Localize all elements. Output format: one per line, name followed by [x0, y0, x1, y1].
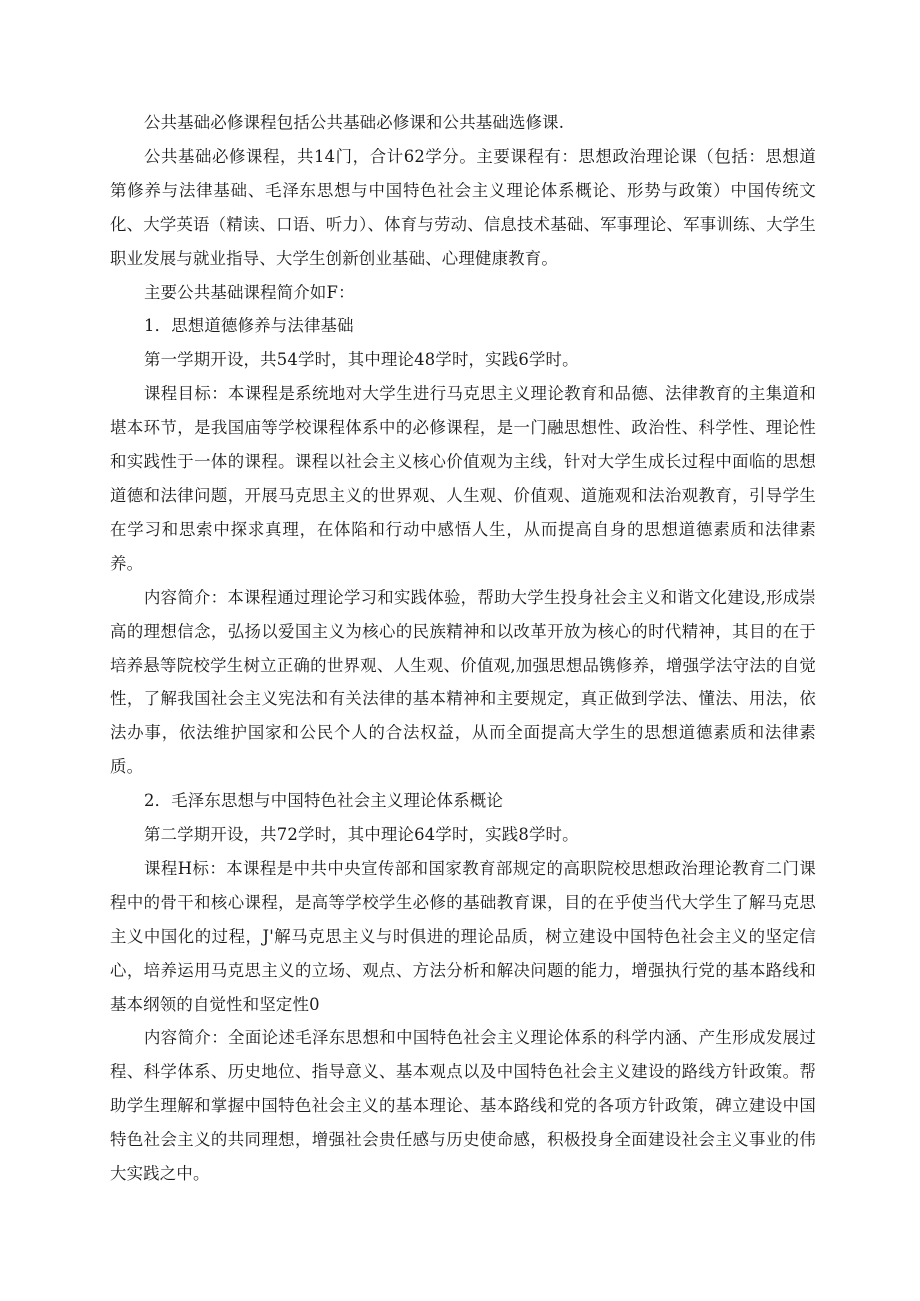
paragraph-schedule-2: 第二学期开设，共72学时，其中理论64学时，实践8学时。: [144, 825, 579, 845]
section-heading-2: 2．毛泽东思想与中国特色社会主义理论体系概论: [144, 791, 504, 811]
document-body: [110, 106, 816, 1191]
paragraph-course-list-heading: 主要公共基础课程简介如F：: [144, 282, 355, 302]
paragraph-objective-2: 课程H标：本课程是中共中央宣传部和国家教育部规定的高职院校思想政治理论教育二门课程中的骨干和核心课程，是高等学校学生必修的基础教育课，目的在乎使当代大学生了解马克思主义中国化的过程，J'解马克思主义与时俱进的理论品质，树立建设中国特色社会主义的坚定信心，培养运用马克思主义的立场、观点、方法分析和解决问题的能力，增强执行党的基本路线和基本纲领的自觉性和坚定性0: [110, 858, 816, 1014]
paragraph-content-1: 内容简介：本课程通过理论学习和实践体验，帮助大学生投身社会主义和谐文化建设,形成崇高的理想信念，弘扬以爱国主义为核心的民族精神和以改革开放为核心的时代精神，其目的在于培养悬等院校学生树立正确的世界观、人生观、价值观,加强思想品镌修养，增强学法守法的自觉性，了解我国社会主义宪法和有关法律的基本精神和主要规定，真正做到学法、懂法、用法，依法办事，依法维护国家和公民个人的合法权益，从而全面提高大学生的思想道德素质和法律素质。: [110, 587, 816, 777]
paragraph-schedule-1: 第一学期开设，共54学时，其中理论48学时，实践6学时。: [144, 350, 579, 370]
paragraph-objective-1: 课程目标：本课程是系统地对大学生进行马克思主义理论教育和品德、法律教育的主集道和堪本环节，是我国庙等学校课程体系中的必修课程，是一门融思想性、政治性、科学性、理论性和实践性于一体的课程。课程以社会主义核心价值观为主线，针对大学生成长过程中面临的思想道德和法律问题，开展马克思主义的世界观、人生观、价值观、道施观和法治观教育，引导学生在学习和思索中探求真理，在体陷和行动中感悟人生，从而提高自身的思想道德素质和法律素养。: [110, 384, 816, 573]
paragraph-content-2: 内容简介：全面论述毛泽东思想和中国特色社会主义理论体系的科学内涵、产生形成发展过程、科学体系、历史地位、指导意义、基本观点以及中国特色社会主义建设的路线方针政策。帮助学生理解和掌握中国特色社会主义的基本理论、基本路线和党的各项方针政策，碑立建设中国特色社会主义的共同理想，增强社会贵任感与历史使命感，积极投身全面建设社会主义事业的伟大实践之中。: [110, 1028, 816, 1184]
paragraph-course-overview: 公共基础必修课程，共14门，合计62学分。主要课程有：思想政治理论课（包括：思想道第修养与法律基础、毛泽东思想与中国特色社会主义理论体系概论、形势与政策）中国传统文化、大学英语（精读、口语、听力）、体育与劳动、信息技术基础、军事理论、军事训练、大学生职业发展与就业指导、大学生创新创业基础、心理健康教育。: [110, 146, 816, 268]
paragraph-intro: 公共基础必修课程包括公共基础必修课和公共基础选修课.: [144, 113, 565, 132]
section-heading-1: 1．思想道德修养与法律基础: [144, 316, 354, 336]
